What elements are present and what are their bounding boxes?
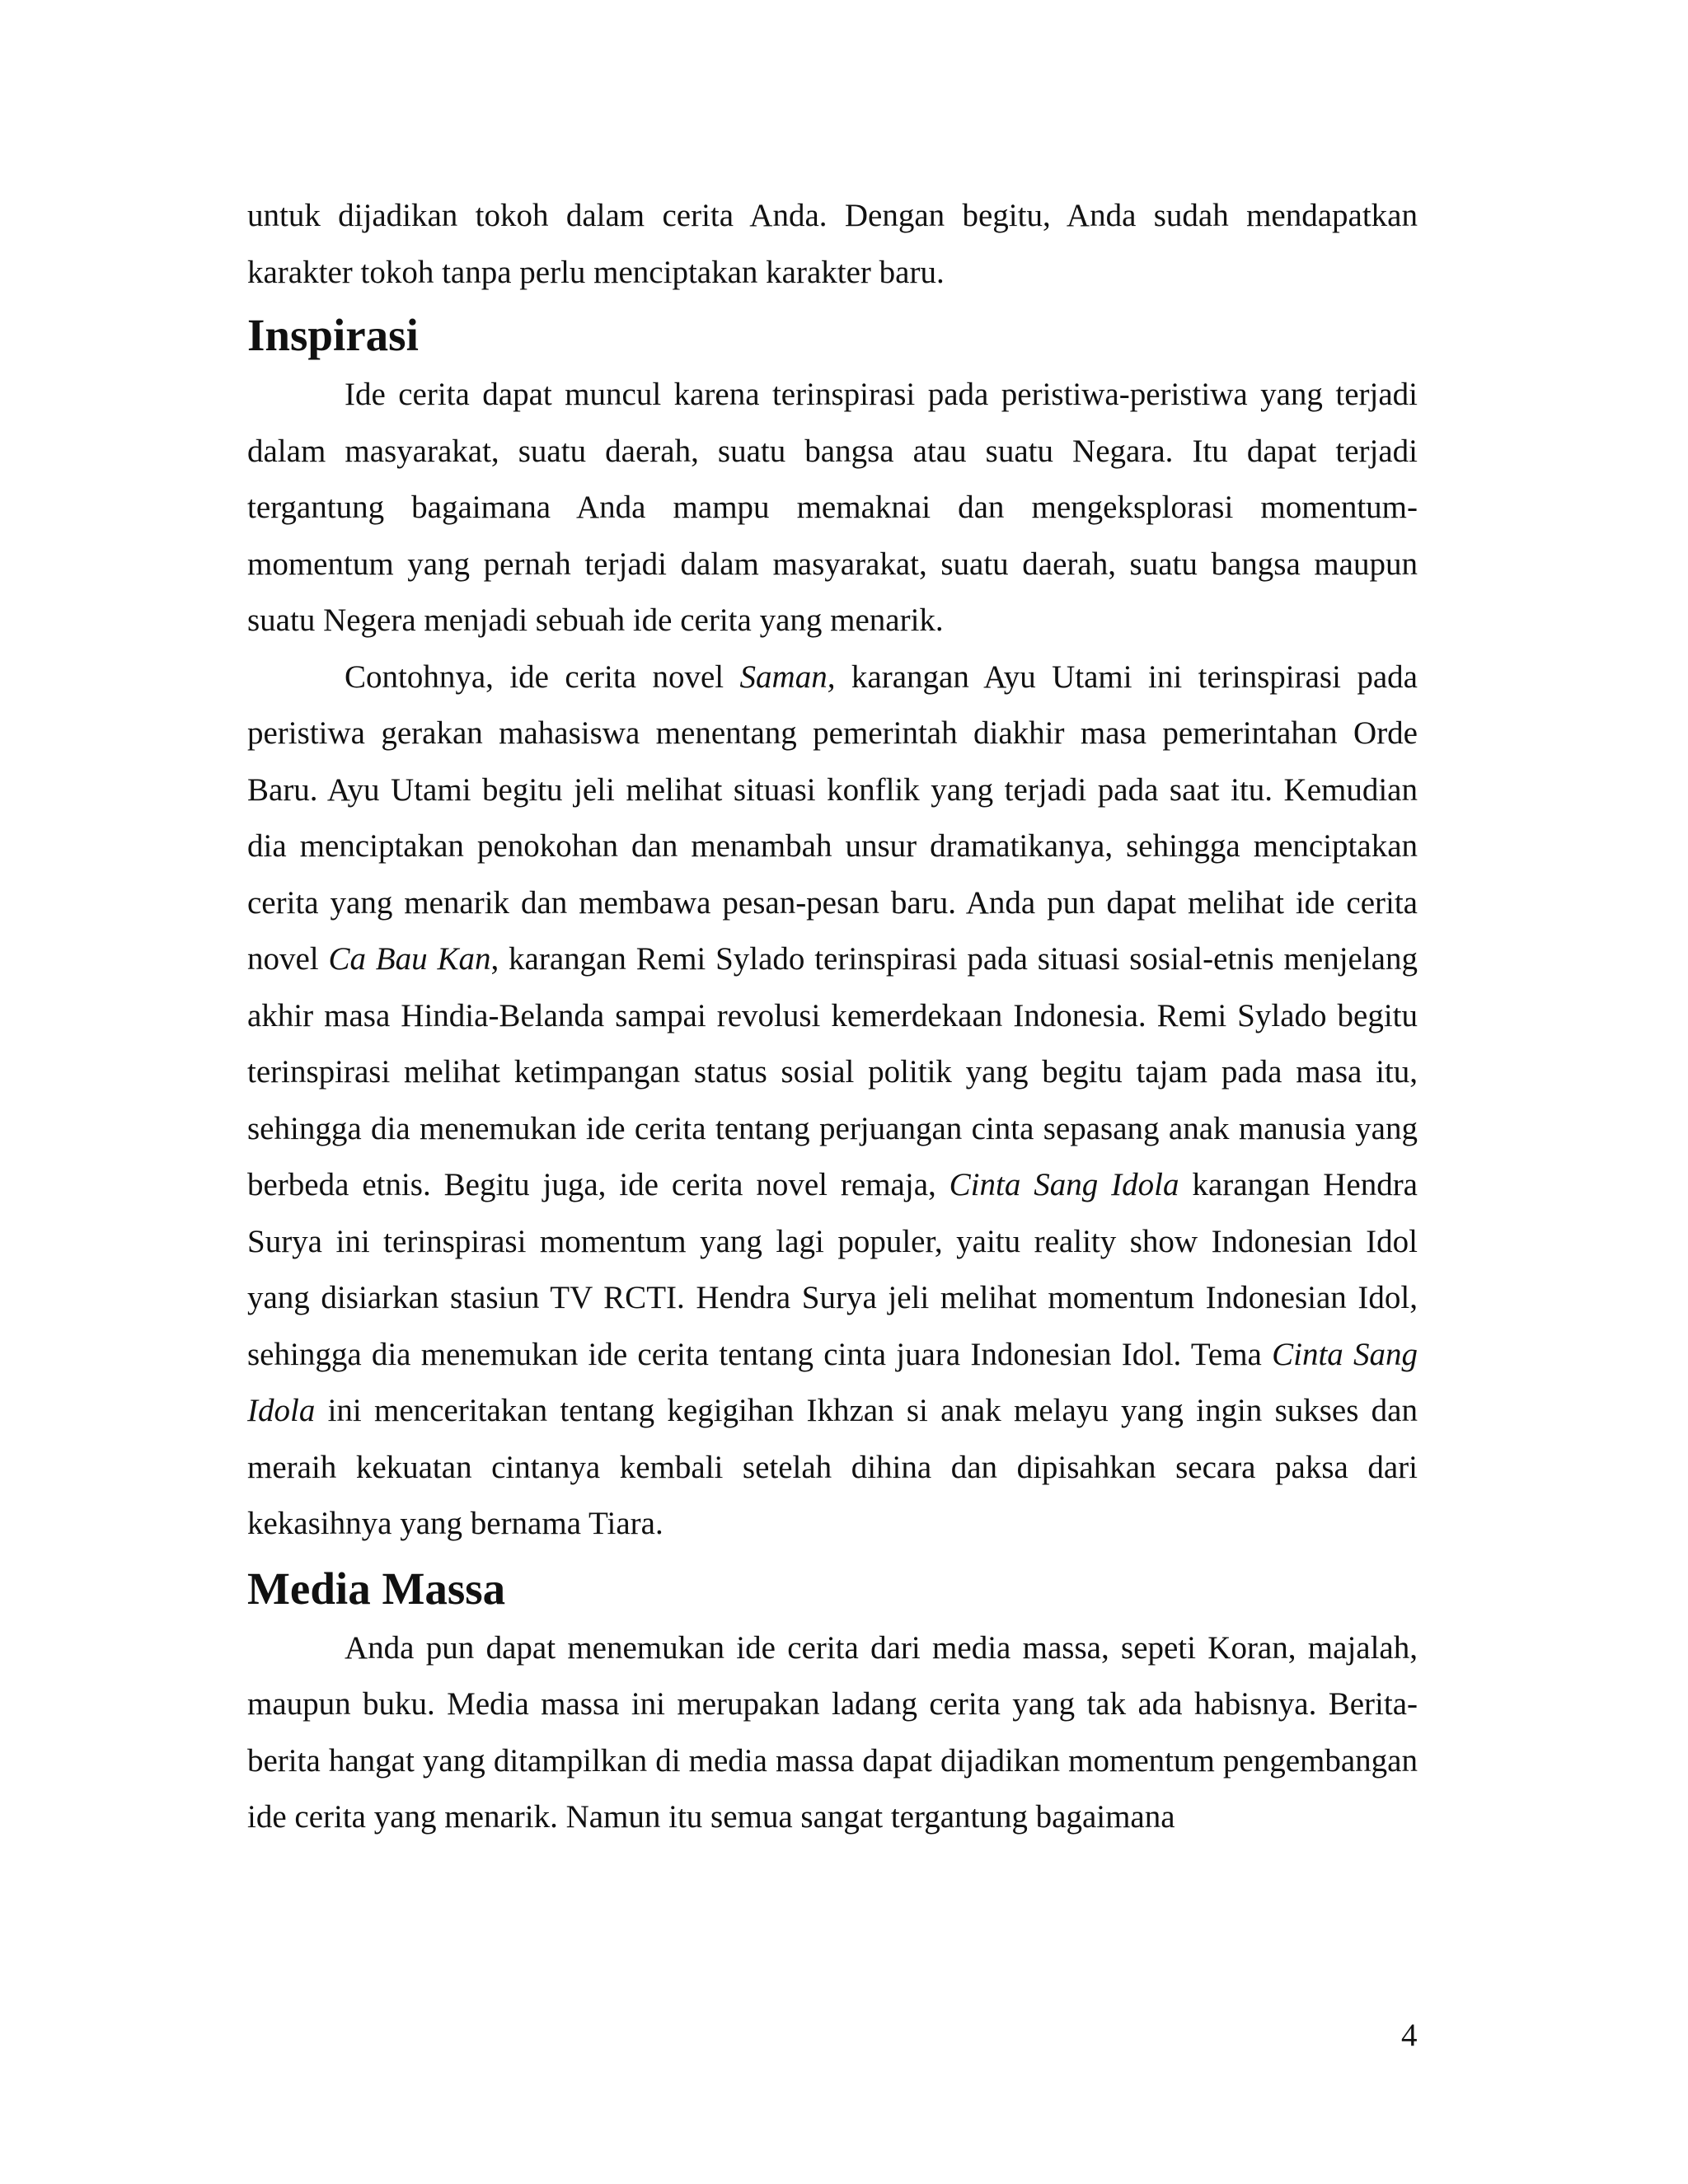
inspirasi-paragraph-2: [247, 649, 1418, 1553]
text-run: karangan Hendra Surya ini terinspirasi momentum yang lagi populer, yaitu reality show Indonesian Idol yang disiarkan stasiun TV RCTI. Hendra Surya jeli melihat momentum Indonesian Idol, sehingga dia menemukan ide cerita tentang cinta juara Indonesian Idol. Tema: [247, 1167, 1418, 1372]
page-number: 4: [1401, 2018, 1418, 2053]
heading-media-massa: Media Massa: [247, 1563, 506, 1614]
page-body: [247, 188, 1418, 1846]
book-title-cinta-sang-idola-2: Cinta Sang Idola: [247, 1336, 1418, 1428]
intro-paragraph: untuk dijadikan tokoh dalam cerita Anda. Dengan begitu, Anda sudah mendapatkan karakter tokoh tanpa perlu menciptakan karakter baru.: [247, 198, 1418, 290]
book-title-saman: Saman,: [739, 658, 836, 695]
inspirasi-paragraph-1: Ide cerita dapat muncul karena terinspirasi pada peristiwa-peristiwa yang terjadi dalam masyarakat, suatu daerah, suatu bangsa atau suatu Negara. Itu dapat terjadi tergantung bagaimana Anda mampu memaknai dan mengeksplorasi momentum-momentum yang pernah terjadi dalam masyarakat, suatu daerah, suatu bangsa maupun suatu Negera menjadi sebuah ide cerita yang menarik.: [247, 377, 1418, 638]
text-run: ini menceritakan tentang kegigihan Ikhzan si anak melayu yang ingin sukses dan meraih kekuatan cintanya kembali setelah dihina dan dipisahkan secara paksa dari kekasihnya yang bernama Tiara.: [247, 1393, 1418, 1541]
text-run: karangan Ayu Utami ini terinspirasi pada peristiwa gerakan mahasiswa menentang pemerintah diakhir masa pemerintahan Orde Baru. Ayu Utami begitu jeli melihat situasi konflik yang terjadi pada saat itu. Kemudian dia menciptakan penokohan dan menambah unsur dramatikanya, sehingga menciptakan cerita yang menarik dan membawa pesan-pesan baru. Anda pun dapat melihat ide cerita novel: [247, 658, 1418, 977]
heading-inspirasi: Inspirasi: [247, 310, 419, 360]
text-run: , karangan Remi Sylado terinspirasi pada situasi sosial-etnis menjelang akhir masa Hindia-Belanda sampai revolusi kemerdekaan Indonesia. Remi Sylado begitu terinspirasi melihat ketimpangan status sosial politik yang begitu tajam pada masa itu, sehingga dia menemukan ide cerita tentang perjuangan cinta sepasang anak manusia yang berbeda etnis. Begitu juga, ide cerita novel remaja,: [247, 941, 1418, 1202]
media-paragraph-1: Anda pun dapat menemukan ide cerita dari media massa, sepeti Koran, majalah, maupun buku. Media massa ini merupakan ladang cerita yang tak ada habisnya. Berita-berita hangat yang ditampilkan di media massa dapat dijadikan momentum pengembangan ide cerita yang menarik. Namun itu semua sangat tergantung bagaimana: [247, 1629, 1418, 1835]
book-title-ca-bau-kan: Ca Bau Kan: [328, 941, 491, 977]
text-run: Contohnya, ide cerita novel: [345, 658, 740, 695]
book-title-cinta-sang-idola: Cinta Sang Idola: [949, 1167, 1179, 1202]
